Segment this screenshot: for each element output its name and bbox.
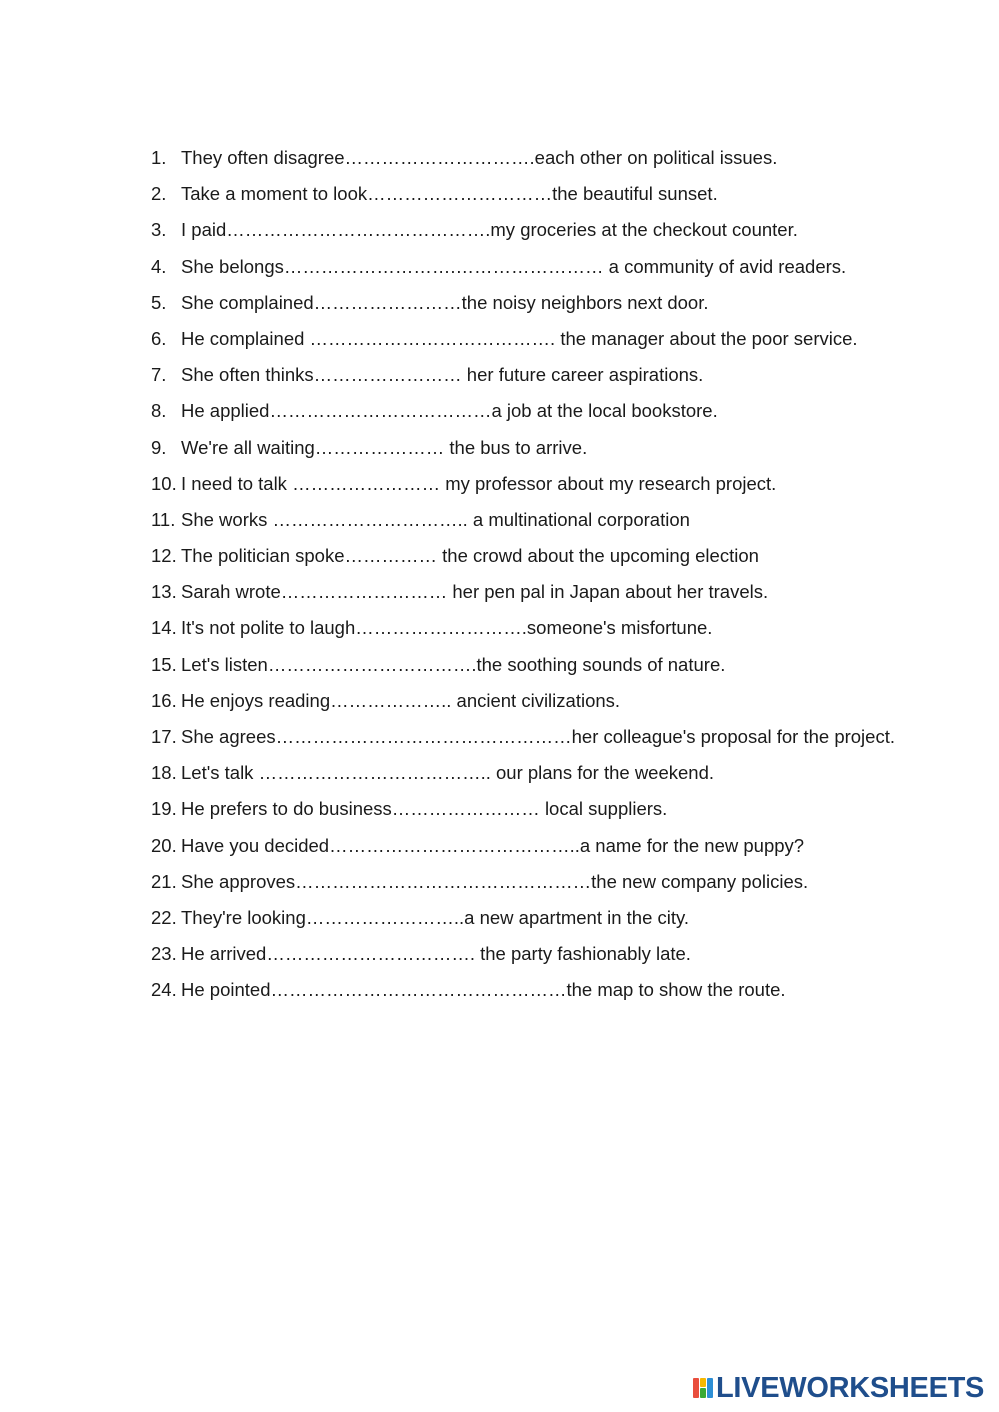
- question-text: Let's talk ……………………………….. our plans for the weekend.: [181, 762, 715, 784]
- question-item-23: [0, 940, 999, 976]
- question-item-21: [0, 868, 999, 904]
- liveworksheets-branding: [692, 1374, 984, 1402]
- question-number: 9.: [151, 436, 167, 458]
- question-text: She approves…………………………………………the new company policies.: [181, 870, 809, 892]
- question-item-19: [0, 795, 999, 831]
- question-number: 14.: [151, 617, 177, 639]
- question-item-14: [0, 614, 999, 650]
- question-number: 21.: [151, 870, 177, 892]
- question-text: He applied………………………………a job at the local bookstore.: [181, 400, 718, 422]
- question-number: 23.: [151, 943, 177, 965]
- question-item-5: [0, 289, 999, 325]
- question-item-17: [0, 723, 999, 759]
- question-item-10: [0, 470, 999, 506]
- question-text: They often disagree………………………….each other on political issues.: [181, 147, 778, 168]
- question-text: Have you decided…………………………………..a name for the new puppy?: [181, 834, 805, 856]
- question-number: 8.: [151, 400, 167, 422]
- question-item-3: [0, 216, 999, 252]
- question-text: He arrived……………………………. the party fashionably late.: [181, 943, 691, 965]
- question-item-24: [0, 976, 999, 1012]
- question-text: They're looking……………………..a new apartment in the city.: [181, 906, 690, 928]
- question-number: 7.: [151, 364, 167, 386]
- question-number: 4.: [151, 255, 167, 277]
- question-number: 10.: [151, 472, 177, 494]
- brand-name: LIVEWORKSHEETS: [716, 1372, 985, 1404]
- question-text: We're all waiting………………… the bus to arrive.: [181, 436, 588, 458]
- question-number: 2.: [151, 183, 167, 205]
- question-item-9: [0, 434, 999, 470]
- question-text: He enjoys reading……………….. ancient civilizations.: [181, 689, 621, 711]
- question-number: 12.: [151, 545, 177, 567]
- question-text: He prefers to do business…………………… local suppliers.: [181, 798, 668, 820]
- logo-block-red: [693, 1378, 699, 1398]
- question-item-22: [0, 904, 999, 940]
- question-number: 18.: [151, 762, 177, 784]
- question-item-13: [0, 578, 999, 614]
- question-item-16: [0, 687, 999, 723]
- question-number: 17.: [151, 726, 177, 747]
- question-text: I need to talk …………………… my professor about my research project.: [181, 472, 777, 494]
- question-item-15: [0, 651, 999, 687]
- worksheet-questions: [0, 144, 999, 1013]
- question-item-6: [0, 325, 999, 361]
- liveworksheets-logo-icon: [692, 1377, 714, 1399]
- question-item-11: [0, 506, 999, 542]
- question-number: 6.: [151, 327, 167, 349]
- question-number: 11.: [151, 508, 176, 530]
- logo-block-yellow: [700, 1378, 706, 1387]
- question-item-8: [0, 397, 999, 433]
- logo-block-blue: [707, 1378, 713, 1398]
- question-text: She belongs……………………….…………………… a community of avid readers.: [181, 255, 847, 277]
- question-text: It's not polite to laugh……………………….someone's misfortune.: [181, 617, 713, 639]
- question-text: She often thinks…………………… her future career aspirations.: [181, 364, 704, 386]
- question-text: He complained …………………………………. the manager about the poor service.: [181, 327, 858, 349]
- question-item-7: [0, 361, 999, 397]
- question-text: I paid…………………………………….my groceries at the checkout counter.: [181, 219, 798, 241]
- question-text: Sarah wrote……………………… her pen pal in Japan about her travels.: [181, 581, 769, 603]
- question-text: Take a moment to look…………………………the beautiful sunset.: [181, 183, 718, 205]
- question-item-18: [0, 759, 999, 795]
- question-number: 19.: [151, 798, 177, 820]
- question-number: 13.: [151, 581, 177, 603]
- question-number: 16.: [151, 689, 177, 711]
- question-item-2: [0, 180, 999, 216]
- question-text: She works ………………………….. a multinational corporation: [181, 508, 690, 530]
- question-number: 3.: [151, 219, 167, 241]
- logo-block-green: [700, 1388, 706, 1398]
- question-number: 15.: [151, 653, 177, 675]
- question-item-20: [0, 832, 999, 868]
- question-text: She agrees…………………………………………her colleague's proposal for the project.: [181, 726, 895, 747]
- question-text: She complained……………………the noisy neighbors next door.: [181, 291, 709, 313]
- question-number: 24.: [151, 979, 177, 1001]
- question-number: 1.: [151, 147, 167, 168]
- question-text: He pointed…………………………………………the map to show the route.: [181, 979, 786, 1001]
- question-item-4: [0, 253, 999, 289]
- question-number: 22.: [151, 906, 177, 928]
- question-number: 5.: [151, 291, 167, 313]
- question-text: Let's listen…………………………….the soothing sounds of nature.: [181, 653, 726, 675]
- question-text: The politician spoke…………… the crowd about the upcoming election: [181, 545, 759, 567]
- question-item-12: [0, 542, 999, 578]
- question-number: 20.: [151, 834, 177, 856]
- question-item-1: [0, 144, 999, 180]
